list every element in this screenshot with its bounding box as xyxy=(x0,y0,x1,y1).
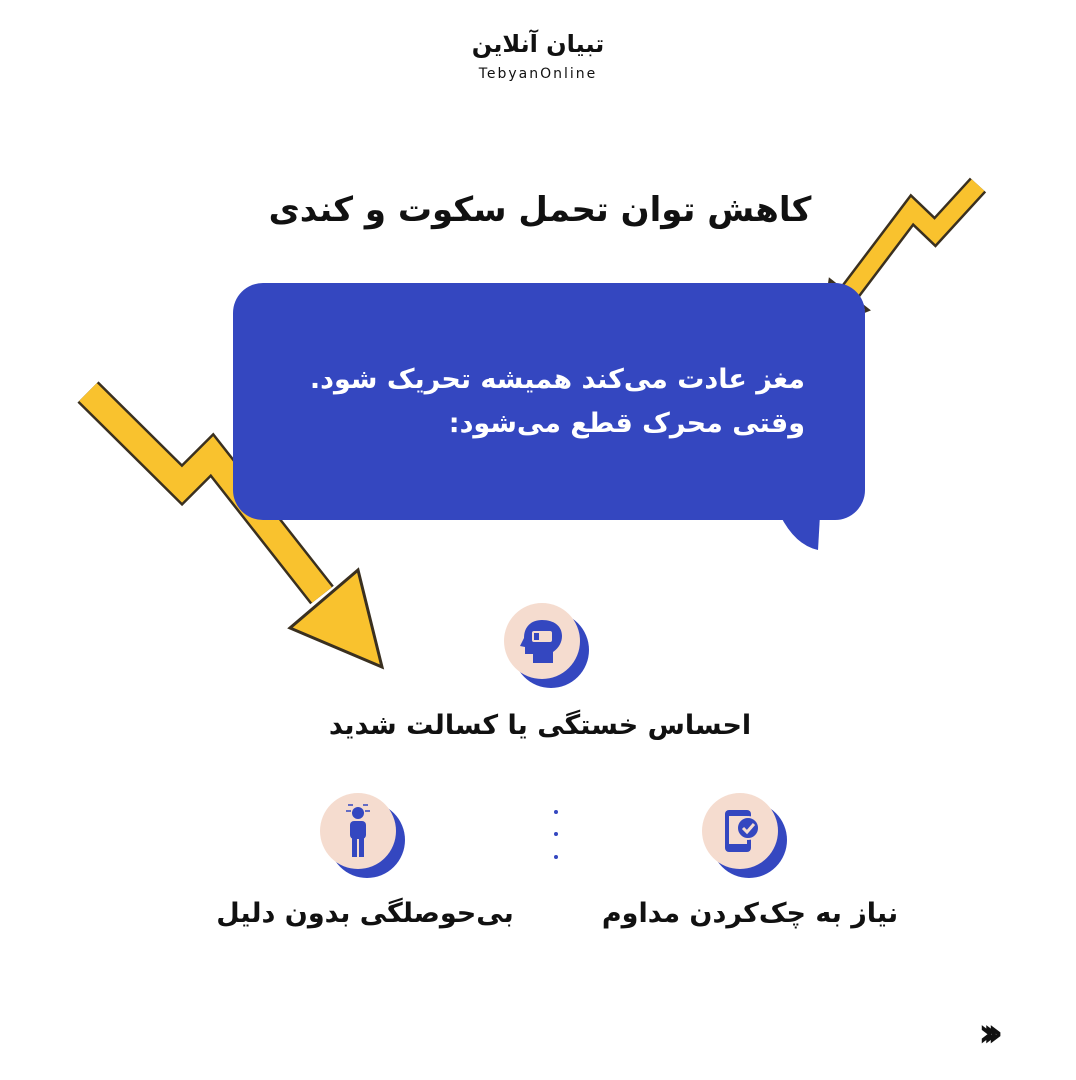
speech-bubble-tail xyxy=(780,515,820,550)
logo-persian: تبیان آنلاین xyxy=(471,30,605,58)
logo-english: TebyanOnline xyxy=(478,66,598,82)
double-chevron-right-icon[interactable]: ››› xyxy=(978,1010,992,1056)
phone-check-icon xyxy=(702,793,778,869)
bubble-text xyxy=(260,358,805,446)
separator-dot xyxy=(554,855,558,859)
bubble-line-2: وقتی محرک قطع می‌شود: xyxy=(448,408,805,439)
separator-dot xyxy=(554,832,558,836)
bored-person-icon xyxy=(320,793,396,869)
item-label-fatigue: احساس خستگی یا کسالت شدید xyxy=(328,710,752,741)
item-label-constant-checking: نیاز به چک‌کردن مداوم xyxy=(601,898,899,929)
separator-dot xyxy=(554,810,558,814)
head-low-battery-icon xyxy=(504,603,580,679)
item-label-boredom: بی‌حوصلگی بدون دلیل xyxy=(216,898,514,929)
page-title: کاهش توان تحمل سکوت و کندی xyxy=(268,190,812,230)
bubble-line-1: مغز عادت می‌کند همیشه تحریک شود. xyxy=(309,364,805,395)
